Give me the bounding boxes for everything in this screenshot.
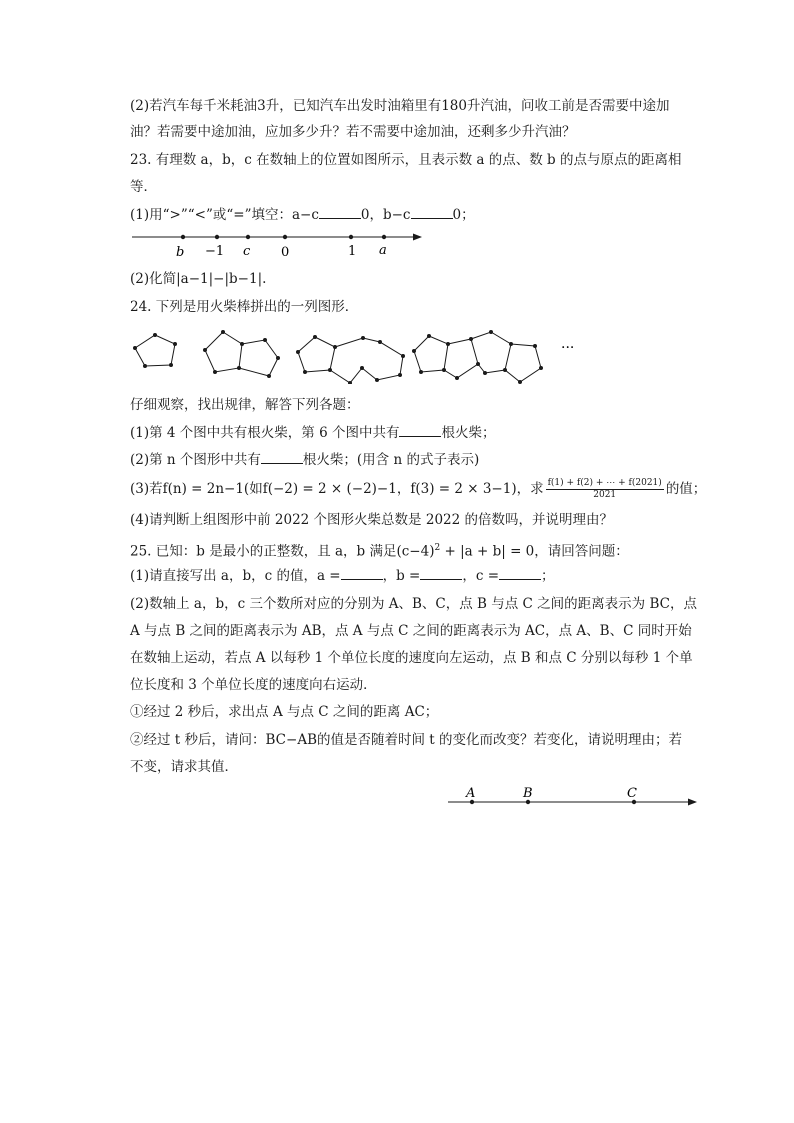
text-line: 油？若需要中途加油，应加多少升？若不需要中途加油，还剩多少升汽油？ [130,124,576,140]
text-line: 仔细观察，找出规律，解答下列各题： [130,397,360,413]
answer-blank[interactable] [499,566,541,580]
text-line: 等． [130,179,157,195]
ellipsis: ··· [561,340,575,356]
answer-blank[interactable] [261,450,303,464]
tick-label-1: 1 [348,244,357,259]
point-label-A: A [466,786,476,801]
question-24-part-3: (3)若f(n) = 2n−1(如f(−2) = 2 × (−2)−1，f(3) = 2 × 3−1)，求 $\frac{f(1) + f(2) + \cdots + f(2021)}{2021}$ 的值； [130,478,707,500]
question-23-part-2: (2)化简|a−1|−|b−1|. [130,271,267,287]
question-24-part-2: (2)第 n 个图形中共有 根火柴；(用含 n 的式子表示) [130,452,480,468]
answer-blank[interactable] [341,566,383,580]
question-24-part-4: (4)请判断上组图形中前 2022 个图形火柴总数是 2022 的倍数吗，并说明理由？ [130,512,613,528]
question-23: 23. 有理数 a，b，c 在数轴上的位置如图所示，且表示数 a 的点、数 b 的点与原点的距离相 [130,152,682,168]
fraction: $\frac{f(1) + f(2) + \cdots + f(2021)}{2021}$ [547,478,662,500]
question-25: 25. 已知：b 是最小的正整数，且 a，b 满足$(c-4)^2 + |a + b| = 0$，请回答问题： [130,543,629,560]
question-25-part-1: (1)请直接写出 a，b，c 的值，a = ，b = ，c = ； [130,568,555,584]
question-24-part-1: (1)第 4 个图中共有根火柴，第 6 个图中共有 根火柴； [130,425,496,441]
text-line: A 与点 B 之间的距离表示为 AB，点 A 与点 C 之间的距离表示为 AC，点 A、B、C 同时开始 [130,623,692,639]
question-25-part-2: (2)数轴上 a，b，c 三个数所对应的分别为 A、B、C，点 B 与点 C 之间的距离表示为 BC，点 [130,596,697,612]
tick-label-minus-1: −1 [205,244,225,259]
tick-label-c: c [243,244,251,259]
point-label-B: B [523,786,533,801]
point-label-C: C [627,786,637,801]
answer-blank[interactable] [319,205,361,219]
answer-blank[interactable] [411,205,453,219]
tick-label-0: 0 [281,245,290,260]
text-line: 在数轴上运动，若点 A 以每秒 1 个单位长度的速度向左运动，点 B 和点 C 分别以每秒 1 个单 [130,650,693,666]
answer-blank[interactable] [420,566,462,580]
question-25-sub-1: ①经过 2 秒后，求出点 A 与点 C 之间的距离 AC； [130,704,439,720]
text-line: 位长度和 3 个单位长度的速度向右运动． [130,677,377,693]
number-line-ABC [446,784,702,810]
question-24: 24. 下列是用火柴棒拼出的一列图形． [130,299,359,315]
number-line-abc [130,226,430,262]
answer-blank[interactable] [399,423,441,437]
text-line: 不变，请求其值． [130,759,238,775]
matchstick-figures [125,320,595,384]
question-23-part-1: (1)用“>”“<”或“=”填空：a−c 0，b−c 0； [130,207,475,223]
question-25-sub-2: ②经过 t 秒后，请问：BC−AB的值是否随着时间 t 的变化而改变？若变化，请说明理由；若 [130,732,682,748]
tick-label-b: b [176,245,185,260]
text-line: (2)若汽车每千米耗油3升，已知汽车出发时油箱里有180升汽油，问收工前是否需要中途加 [130,98,670,114]
tick-label-a: a [379,243,387,258]
